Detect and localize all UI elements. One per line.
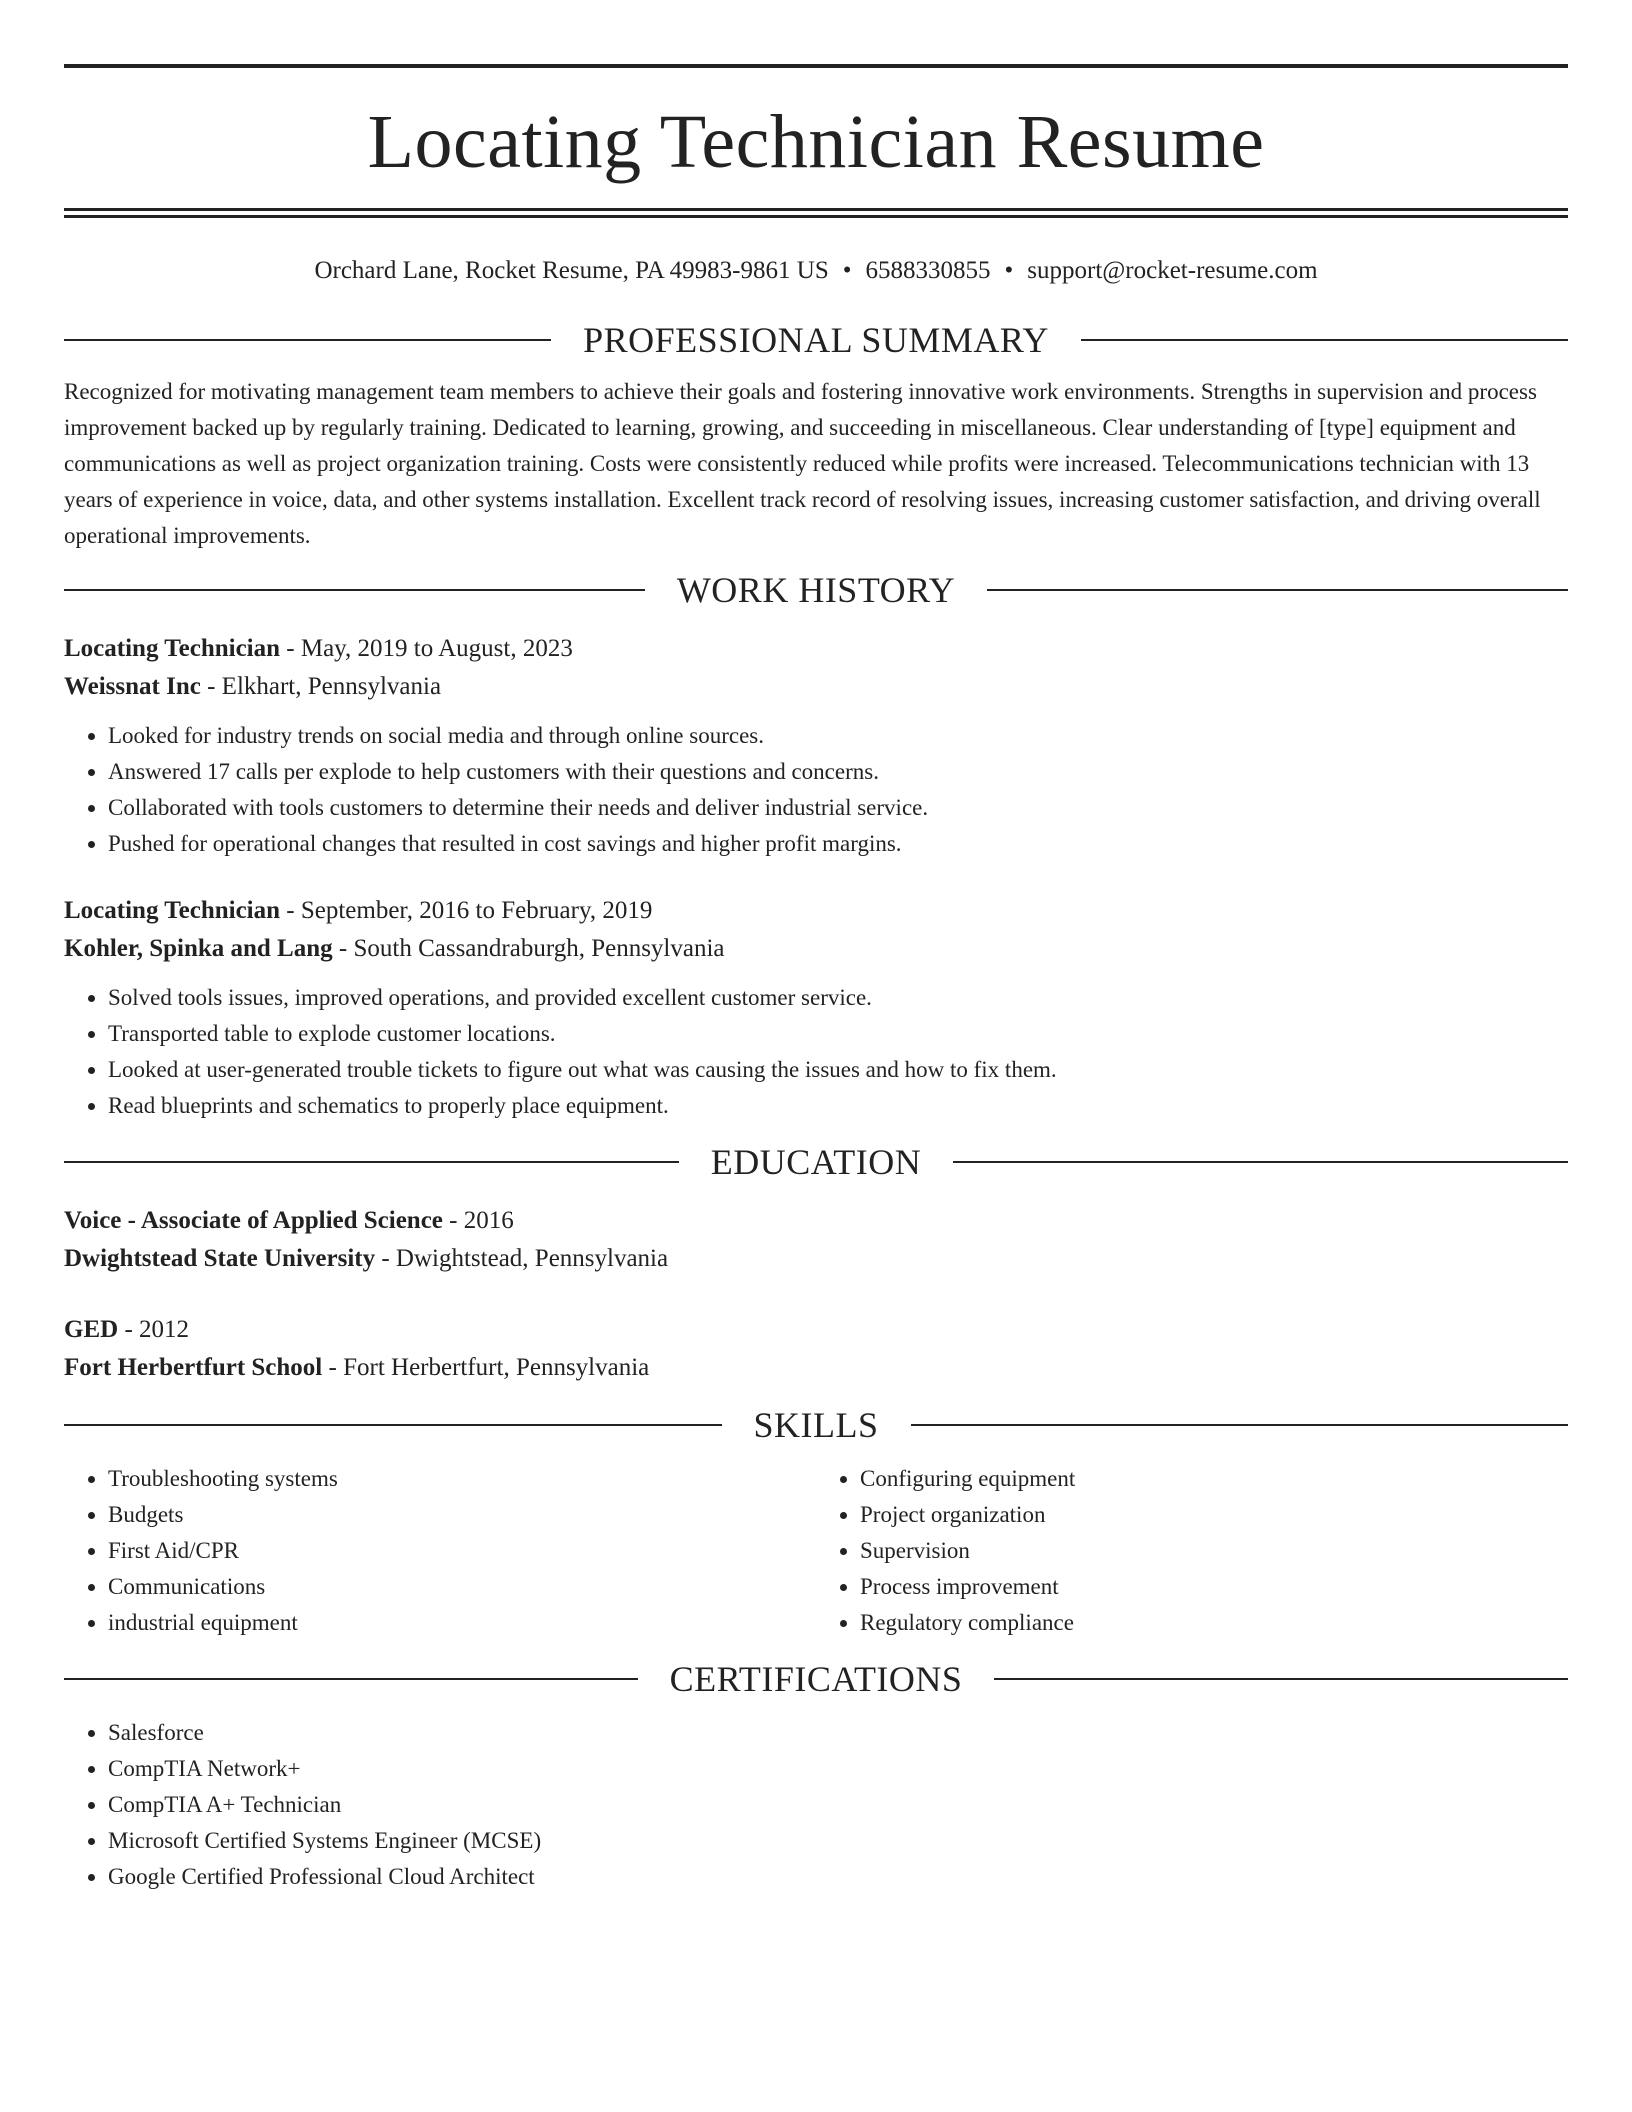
job-title-line	[64, 892, 1568, 930]
skills-column-right	[816, 1461, 1568, 1641]
job-bullets	[64, 980, 1568, 1124]
education-heading-label: EDUCATION	[710, 1142, 922, 1182]
work-heading-label: WORK HISTORY	[676, 570, 956, 610]
job-bullet: • Collaborated with tools customers to determine their needs and deliver industrial service.	[108, 790, 1568, 826]
certification-item: • Microsoft Certified Systems Engineer (MCSE)	[108, 1823, 1568, 1859]
contact-email: support@rocket-resume.com	[1027, 257, 1318, 284]
education-school: Dwightstead State University	[64, 1245, 376, 1272]
job-title: Locating Technician	[64, 635, 281, 662]
contact-separator: •	[1004, 257, 1014, 284]
contact-address: Orchard Lane, Rocket Resume, PA 49983-9861 US	[314, 257, 829, 284]
heading-rule-left	[64, 1161, 679, 1163]
skill-item: • Project organization	[860, 1497, 1568, 1533]
job-bullet: • Pushed for operational changes that resulted in cost savings and higher profit margins.	[108, 826, 1568, 862]
job-title: Locating Technician	[64, 897, 281, 924]
certifications-heading	[64, 1659, 1568, 1699]
education-year: 2012	[139, 1316, 190, 1343]
education-school: Fort Herbertfurt School	[64, 1354, 323, 1381]
job-entry	[64, 630, 1568, 862]
heading-rule-right	[987, 589, 1568, 591]
education-school-line	[64, 1240, 1568, 1278]
job-location: Elkhart, Pennsylvania	[221, 673, 442, 700]
education-location: Dwightstead, Pennsylvania	[395, 1245, 669, 1272]
top-rule	[64, 64, 1568, 68]
education-school-line	[64, 1349, 1568, 1387]
skills-heading-label: SKILLS	[753, 1405, 879, 1445]
skill-item: • Process improvement	[860, 1569, 1568, 1605]
skills-grid	[64, 1461, 1568, 1641]
certification-item: • Salesforce	[108, 1715, 1568, 1751]
heading-rule-left	[64, 1678, 638, 1680]
certifications-heading-label: CERTIFICATIONS	[669, 1659, 963, 1699]
dash: -	[200, 673, 222, 700]
work-heading	[64, 570, 1568, 610]
skill-item: • First Aid/CPR	[108, 1533, 816, 1569]
job-bullet: • Looked for industry trends on social media and through online sources.	[108, 718, 1568, 754]
heading-rule-right	[1081, 339, 1568, 341]
heading-rule-left	[64, 339, 551, 341]
heading-rule-right	[953, 1161, 1568, 1163]
heading-rule-left	[64, 589, 645, 591]
skills-column-left	[64, 1461, 816, 1641]
job-title-line	[64, 630, 1568, 668]
education-degree-line	[64, 1311, 1568, 1349]
skill-item: • Configuring equipment	[860, 1461, 1568, 1497]
heading-rule-left	[64, 1424, 722, 1426]
job-company-line	[64, 930, 1568, 968]
education-degree-line	[64, 1202, 1568, 1240]
skill-item: • industrial equipment	[108, 1605, 816, 1641]
skill-item: • Supervision	[860, 1533, 1568, 1569]
contact-phone: 6588330855	[865, 257, 991, 284]
skill-item: • Troubleshooting systems	[108, 1461, 816, 1497]
job-bullet: • Transported table to explode customer locations.	[108, 1016, 1568, 1052]
education-entry	[64, 1202, 1568, 1278]
dash: -	[280, 897, 301, 924]
skill-item: • Regulatory compliance	[860, 1605, 1568, 1641]
dash: -	[375, 1245, 396, 1272]
heading-rule-right	[911, 1424, 1569, 1426]
dash: -	[442, 1207, 464, 1234]
title-double-rule	[64, 208, 1568, 218]
education-degree: GED	[64, 1316, 119, 1343]
education-year: 2016	[463, 1207, 514, 1234]
job-location: South Cassandraburgh, Pennsylvania	[353, 935, 725, 962]
education-entry	[64, 1311, 1568, 1387]
summary-heading-label: PROFESSIONAL SUMMARY	[583, 320, 1049, 360]
certifications-list	[64, 1715, 1568, 1895]
certification-item: • CompTIA A+ Technician	[108, 1787, 1568, 1823]
job-company: Kohler, Spinka and Lang	[64, 935, 333, 962]
dash: -	[322, 1354, 344, 1381]
certification-item: • Google Certified Professional Cloud Architect	[108, 1859, 1568, 1895]
heading-rule-right	[994, 1678, 1568, 1680]
dash: -	[332, 935, 354, 962]
education-heading	[64, 1142, 1568, 1182]
job-company-line	[64, 668, 1568, 706]
dash: -	[280, 635, 301, 662]
skill-item: • Budgets	[108, 1497, 816, 1533]
contact-separator: •	[842, 257, 852, 284]
education-location: Fort Herbertfurt, Pennsylvania	[343, 1354, 650, 1381]
job-company: Weissnat Inc	[64, 673, 201, 700]
job-bullet: • Read blueprints and schematics to properly place equipment.	[108, 1088, 1568, 1124]
job-bullets	[64, 718, 1568, 862]
job-dates: September, 2016 to February, 2019	[300, 897, 653, 924]
contact-line	[64, 254, 1568, 288]
job-entry	[64, 892, 1568, 1124]
skills-heading	[64, 1405, 1568, 1445]
summary-heading	[64, 320, 1568, 360]
certification-item: • CompTIA Network+	[108, 1751, 1568, 1787]
job-bullet: • Looked at user-generated trouble tickets to figure out what was causing the issues and how to fix them.	[108, 1052, 1568, 1088]
summary-text: Recognized for motivating management team members to achieve their goals and fostering innovative work environments. Strengths in supervision and process improvement backed up by regularly training. Dedicated to learning, growing, and succeeding in miscellaneous. Clear understanding of [type] equipment and communications as well as project organization training. Costs were consistently reduced while profits were increased. Telecommunications technician with 13 years of experience in voice, data, and other systems installation. Excellent track record of resolving issues, increasing customer satisfaction, and driving overall operational improvements.	[64, 379, 1541, 548]
job-bullet: • Answered 17 calls per explode to help customers with their questions and concerns.	[108, 754, 1568, 790]
education-degree: Voice - Associate of Applied Science	[64, 1207, 443, 1234]
dash: -	[118, 1316, 140, 1343]
job-bullet: • Solved tools issues, improved operations, and provided excellent customer service.	[108, 980, 1568, 1016]
skill-item: • Communications	[108, 1569, 816, 1605]
job-dates: May, 2019 to August, 2023	[300, 635, 573, 662]
page-title: Locating Technician Resume	[367, 100, 1265, 184]
